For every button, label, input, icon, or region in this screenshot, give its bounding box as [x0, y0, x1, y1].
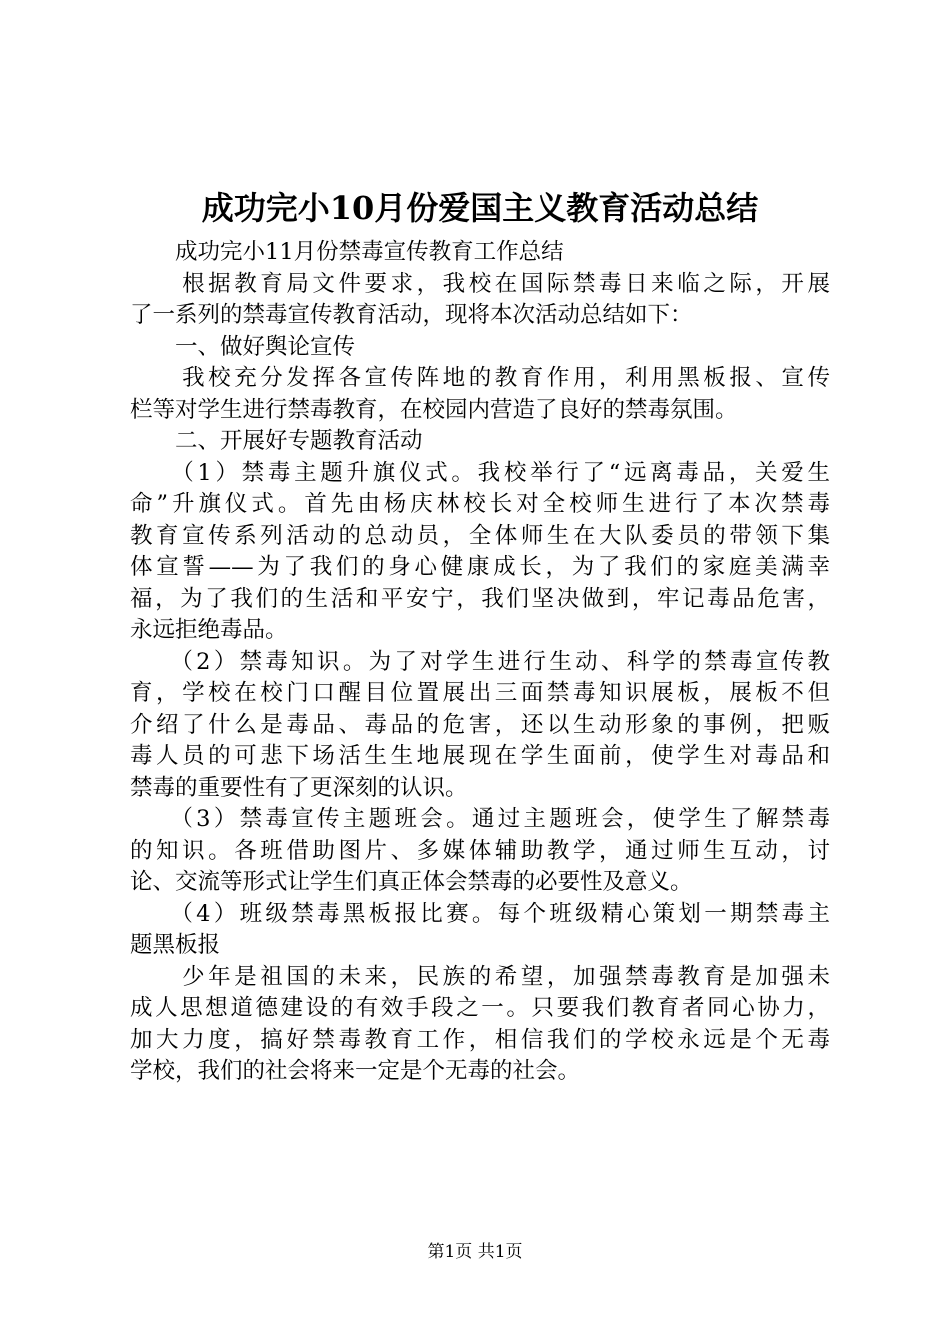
body-line: 题黑板报: [130, 932, 221, 958]
body-line: 成功完小11月份禁毒宣传教育工作总结: [130, 239, 564, 265]
body-line: 学校，我们的社会将来一定是个无毒的社会。: [130, 1058, 581, 1084]
body-line: （2）禁毒知识。为了对学生进行生动、科学的禁毒宣传教: [130, 648, 830, 675]
body-line: 教育宣传系列活动的总动员，全体师生在大队委员的带领下集: [130, 522, 830, 549]
body-line: 二、开展好专题教育活动: [130, 428, 423, 454]
body-line: 育，学校在校门口醒目位置展出三面禁毒知识展板，展板不但: [130, 680, 830, 706]
body-line: （3）禁毒宣传主题班会。通过主题班会，使学生了解禁毒: [130, 806, 830, 832]
body-line: 我校充分发挥各宣传阵地的教育作用，利用黑板报、宣传: [130, 365, 830, 391]
body-line: 体宣誓——为了我们的身心健康成长，为了我们的家庭美满幸: [130, 554, 830, 580]
body-line: 论、交流等形式让学生们真正体会禁毒的必要性及意义。: [130, 869, 693, 895]
document-body: [130, 237, 830, 1088]
body-line: 命”升旗仪式。首先由杨庆林校长对全校师生进行了本次禁毒: [130, 491, 830, 517]
body-line: （4）班级禁毒黑板报比赛。每个班级精心策划一期禁毒主: [130, 900, 830, 927]
body-line: 了一系列的禁毒宣传教育活动，现将本次活动总结如下：: [130, 302, 693, 328]
body-line: 禁毒的重要性有了更深刻的认识。: [130, 774, 468, 801]
body-line: 的知识。各班借助图片、多媒体辅助教学，通过师生互动，讨: [130, 837, 830, 864]
body-line: 栏等对学生进行禁毒教育，在校园内营造了良好的禁毒氛围。: [130, 396, 738, 423]
body-line: 一、做好舆论宣传: [130, 333, 356, 360]
body-line: 加大力度，搞好禁毒教育工作，相信我们的学校永远是个无毒: [130, 1026, 830, 1053]
page-footer: 第1页 共1页: [427, 1242, 523, 1262]
body-line: （1）禁毒主题升旗仪式。我校举行了“远离毒品，关爱生: [130, 459, 830, 486]
body-line: 介绍了什么是毒品、毒品的危害，还以生动形象的事例，把贩: [130, 711, 830, 738]
body-line: 毒人员的可悲下场活生生地展现在学生面前，使学生对毒品和: [130, 743, 830, 769]
body-line: 永远拒绝毒品。: [130, 617, 288, 643]
body-line: 根据教育局文件要求，我校在国际禁毒日来临之际，开展: [130, 270, 830, 297]
body-line: 成人思想道德建设的有效手段之一。只要我们教育者同心协力，: [130, 995, 830, 1021]
body-line: 少年是祖国的未来，民族的希望，加强禁毒教育是加强未: [130, 963, 830, 990]
body-line: 福，为了我们的生活和平安宁，我们坚决做到，牢记毒品危害，: [130, 585, 830, 612]
document-title: 成功完小10月份爱国主义教育活动总结: [201, 189, 759, 227]
